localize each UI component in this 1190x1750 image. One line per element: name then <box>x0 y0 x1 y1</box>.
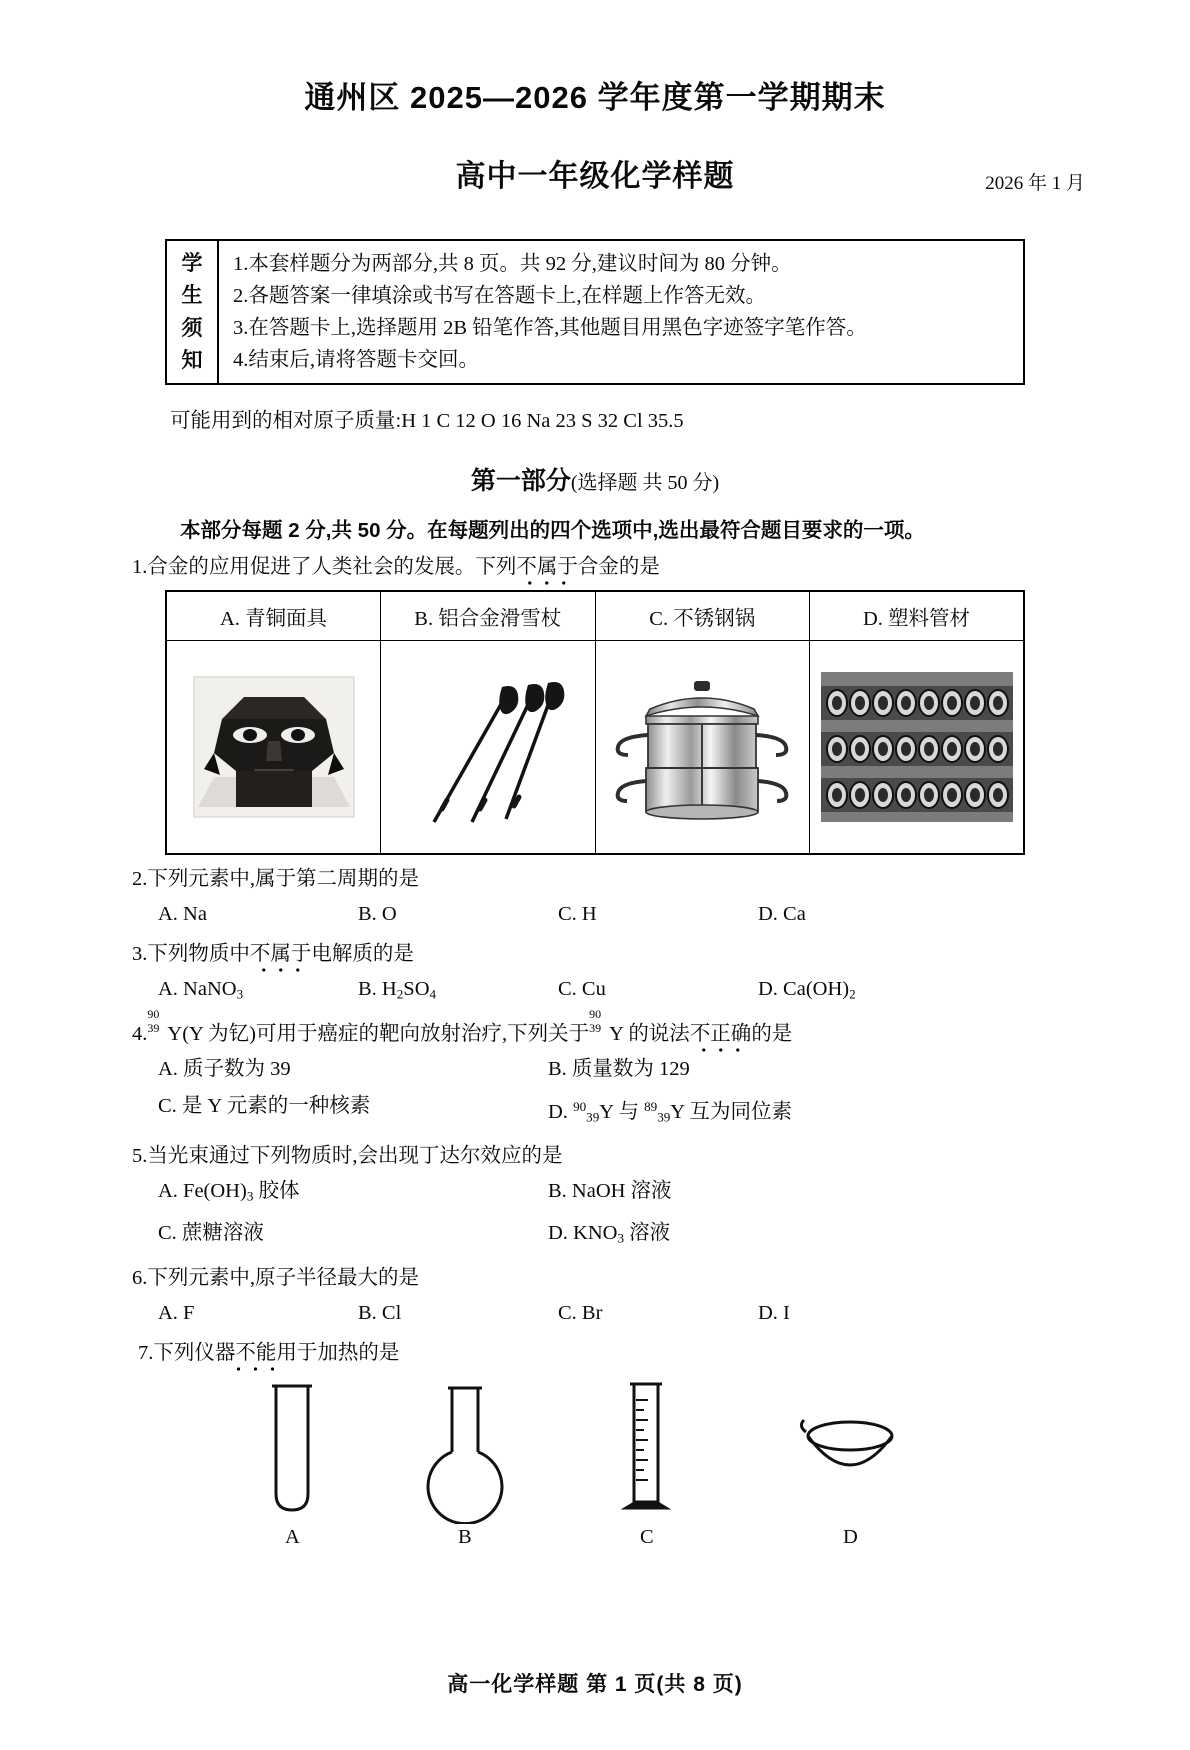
question-4-option-b[interactable]: B. 质量数为 129 <box>548 1057 690 1080</box>
aluminum-ski-poles-icon <box>398 657 578 837</box>
question-1-option-b-cell[interactable] <box>381 641 596 855</box>
question-7-option-a-label[interactable]: A <box>285 1525 300 1548</box>
part-one-header <box>0 461 1190 497</box>
question-2-option-a[interactable]: A. Na <box>158 903 207 925</box>
question-2-options <box>158 899 1190 930</box>
question-7-option-c-label[interactable]: C <box>640 1525 654 1548</box>
question-1-option-d-cell[interactable] <box>810 641 1025 855</box>
question-4-option-a[interactable]: A. 质子数为 39 <box>158 1057 291 1080</box>
relative-atomic-masses: 可能用到的相对原子质量:H 1 C 12 O 16 Na 23 S 32 Cl 35.5 <box>170 410 684 432</box>
question-1-option-a-label[interactable]: A. 青铜面具 <box>166 591 381 641</box>
question-7-option-d-label[interactable]: D <box>843 1525 858 1548</box>
question-3-stem-before: 下列物质中 <box>147 943 250 965</box>
question-4-isotope-2: 90 39 <box>589 1006 602 1035</box>
question-2-number: 2. <box>132 868 148 890</box>
question-6-option-d[interactable]: D. I <box>758 1301 790 1324</box>
question-6-option-c[interactable]: C. Br <box>558 1301 603 1324</box>
question-3-option-c[interactable]: C. Cu <box>558 978 606 1000</box>
question-7-number: 7. <box>138 1341 154 1364</box>
question-5-option-b[interactable]: B. NaOH 溶液 <box>548 1180 672 1203</box>
notice-item: 4.结束后,请将答题卡交回。 <box>233 349 479 371</box>
graduated-cylinder-icon <box>626 1384 666 1508</box>
question-6-stem-text: 下列元素中,原子半径最大的是 <box>147 1266 419 1289</box>
student-notice-label <box>167 241 219 383</box>
question-3-option-a[interactable]: A. NaNO$_3$ <box>158 978 244 1002</box>
question-5-number: 5. <box>132 1145 148 1168</box>
question-7-stem-before: 下列仪器 <box>153 1341 236 1364</box>
question-2-option-c[interactable]: C. H <box>558 903 597 925</box>
question-5-option-c[interactable]: C. 蔗糖溶液 <box>158 1221 264 1244</box>
page-title-row2 <box>0 151 1190 195</box>
notice-label-char-1: 生 <box>181 284 203 308</box>
notice-label-char-3: 知 <box>181 349 203 373</box>
question-4-option-d[interactable]: D. $^{90}_{39}$Y 与 $^{89}_{39}$Y 互为同位素 <box>548 1098 792 1125</box>
stainless-steel-pot-icon <box>602 657 802 837</box>
question-7-stem <box>138 1338 1190 1368</box>
question-6-options <box>158 1298 1190 1329</box>
question-6-number: 6. <box>132 1266 148 1289</box>
question-2-option-d[interactable]: D. Ca <box>758 903 806 925</box>
question-4-stem-after: 的是 <box>751 1022 793 1045</box>
apparatus-figures <box>0 1374 1190 1524</box>
notice-item: 1.本套样题分为两部分,共 8 页。共 92 分,建议时间为 80 分钟。 <box>233 253 792 275</box>
question-7-option-b-label[interactable]: B <box>458 1525 472 1548</box>
round-bottom-flask-icon <box>428 1388 502 1524</box>
question-5-option-d[interactable]: D. $KNO_3$ 溶液 <box>548 1221 671 1246</box>
question-5-option-a[interactable]: A. $Fe(OH)_3$ 胶体 <box>158 1180 300 1204</box>
question-4-isotope-1-symbol: Y <box>167 1022 183 1045</box>
question-3-option-d[interactable]: D. $Ca(OH)_2$ <box>758 978 856 1002</box>
question-6-option-b[interactable]: B. Cl <box>358 1301 402 1324</box>
notice-label-char-0: 学 <box>181 251 203 275</box>
question-1-option-c-cell[interactable] <box>595 641 810 855</box>
question-3-stem-after: 电解质的是 <box>311 943 414 965</box>
question-7-option-labels <box>0 1526 1190 1554</box>
question-4-isotope-2-symbol: Y <box>609 1022 624 1045</box>
question-1-option-b-label[interactable]: B. 铝合金滑雪杖 <box>381 591 596 641</box>
question-1-stem <box>132 552 1190 582</box>
question-3-number: 3. <box>132 943 148 965</box>
question-3-stem <box>132 939 1190 969</box>
notice-item: 3.在答题卡上,选择题用 2B 铅笔作答,其他题目用黑色字迹签字笔作答。 <box>233 317 867 339</box>
question-7-apparatus-row <box>0 1374 1190 1524</box>
question-7-stem-emphasis: 不能 <box>235 1341 277 1364</box>
question-3-options <box>158 974 1190 1010</box>
question-5-options <box>158 1176 1190 1253</box>
question-4-isotope-1: 90 39 <box>147 1006 160 1035</box>
question-4-stem-tail-before: 的说法 <box>623 1022 690 1045</box>
question-4-stem-mid: (Y 为钇)可用于癌症的靶向放射治疗,下列关于 <box>182 1022 590 1045</box>
student-notice-body <box>219 241 1023 383</box>
question-6-option-a[interactable]: A. F <box>158 1301 195 1324</box>
question-2-stem-text: 下列元素中,属于第二周期的是 <box>147 868 419 890</box>
part-one-title: 第一部分 <box>470 467 571 495</box>
question-4-option-c[interactable]: C. 是 Y 元素的一种核素 <box>158 1094 371 1117</box>
question-4-options <box>158 1054 1190 1132</box>
question-4-number: 4. <box>132 1022 148 1045</box>
bronze-mask-icon <box>184 657 364 837</box>
notice-item: 2.各题答案一律填涂或书写在答题卡上,在样题上作答无效。 <box>233 285 766 307</box>
page-title-line2: 高中一年级化学样题 <box>455 160 735 193</box>
question-1-option-a-cell[interactable] <box>166 641 381 855</box>
question-1-number: 1. <box>132 556 148 578</box>
plastic-pipes-icon <box>817 662 1017 832</box>
question-2-option-b[interactable]: B. O <box>358 903 397 925</box>
evaporating-dish-icon <box>801 1420 892 1465</box>
question-5-stem-text: 当光束通过下列物质时,会出现丁达尔效应的是 <box>147 1145 563 1168</box>
question-5-stem <box>132 1141 1190 1171</box>
question-1-option-c-label[interactable]: C. 不锈钢锅 <box>595 591 810 641</box>
question-2-stem <box>132 864 1190 894</box>
exam-date: 2026 年 1 月 <box>985 173 1085 194</box>
test-tube-icon <box>272 1386 312 1510</box>
question-6-stem <box>132 1263 1190 1293</box>
question-4-stem <box>132 1006 1190 1049</box>
question-3-option-b[interactable]: B. $H_2SO_4$ <box>358 978 437 1002</box>
exam-page <box>0 72 1190 1750</box>
part-one-subtitle: (选择题 共 50 分) <box>570 472 720 494</box>
notice-label-char-2: 须 <box>181 316 203 340</box>
part-one-note: 本部分每题 2 分,共 50 分。在每题列出的四个选项中,选出最符合题目要求的一项。 <box>180 519 925 542</box>
question-4-stem-emphasis: 不正确 <box>689 1022 752 1045</box>
student-notice-box <box>165 239 1025 385</box>
question-1-option-d-label[interactable]: D. 塑料管材 <box>810 591 1025 641</box>
page-footer: 高一化学样题 第 1 页(共 8 页) <box>447 1673 743 1696</box>
page-title-line1: 通州区 2025—2026 学年度第一学期期末 <box>304 80 886 115</box>
question-3-stem-emphasis: 不属于 <box>249 943 312 965</box>
question-7-stem-after: 用于加热的是 <box>276 1341 400 1364</box>
question-1-stem-before: 合金的应用促进了人类社会的发展。下列 <box>147 556 517 578</box>
question-1-option-table <box>165 590 1025 855</box>
question-1-stem-after: 合金的是 <box>577 556 660 578</box>
question-1-stem-emphasis: 不属于 <box>516 556 578 578</box>
